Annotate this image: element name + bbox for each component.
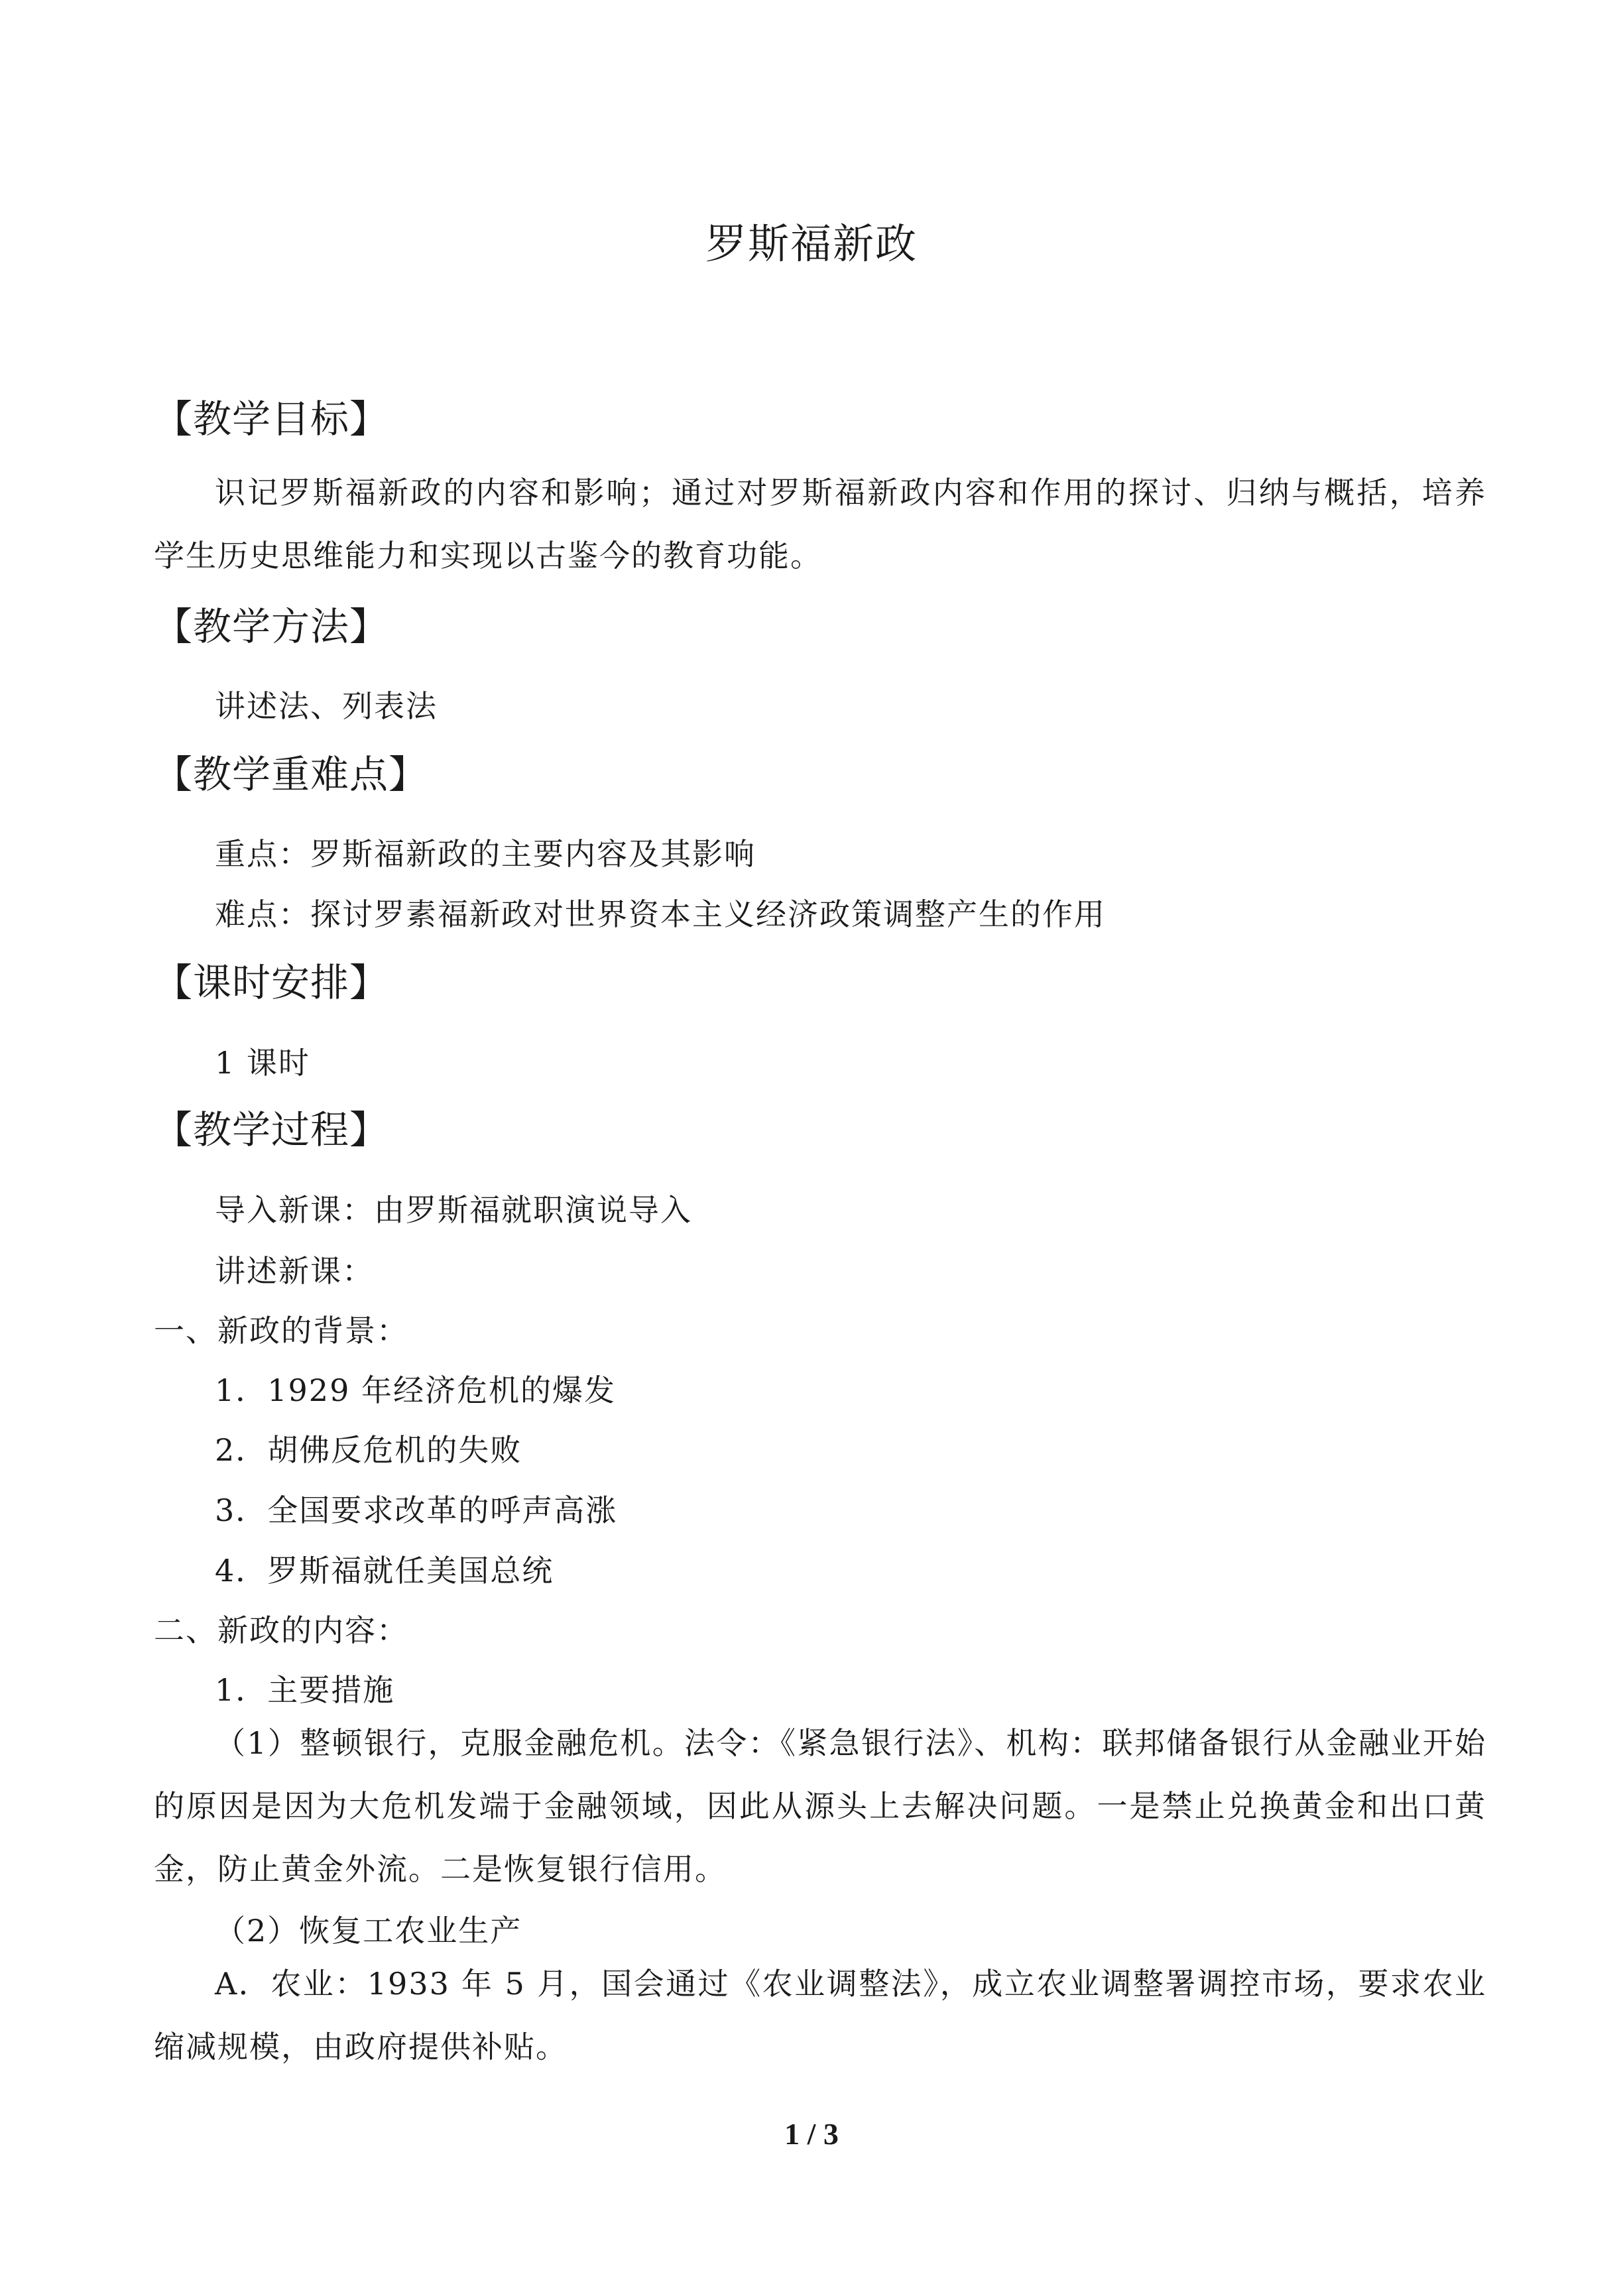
heading-teaching-process: 【教学过程】: [154, 1107, 389, 1152]
heading-teaching-method: 【教学方法】: [154, 604, 389, 649]
part1-heading: 一、新政的背景：: [154, 1313, 408, 1349]
part1-item: 3．全国要求改革的呼声高涨: [215, 1492, 618, 1528]
method-text: 讲述法、列表法: [215, 688, 438, 724]
intro-line: 导入新课：由罗斯福就职演说导入: [215, 1192, 692, 1228]
agriculture-paragraph: A．农业：1933 年 5 月，国会通过《农业调整法》，成立农业调整署调控市场，要求农业缩减规模，由政府提供补贴。: [154, 1966, 1486, 2065]
measure-production: （2）恢复工农业生产: [215, 1913, 522, 1949]
heading-key-points: 【教学重难点】: [154, 752, 428, 797]
part2-heading: 二、新政的内容：: [154, 1612, 408, 1648]
part1-item: 4．罗斯福就任美国总统: [215, 1553, 554, 1589]
part1-item: 1．1929 年经济危机的爆发: [215, 1372, 616, 1408]
goals-paragraph: 识记罗斯福新政的内容和影响；通过对罗斯福新政内容和作用的探讨、归纳与概括，培养学生历史思维能力和实现以古鉴今的教育功能。: [154, 475, 1486, 574]
schedule-text: 1 课时: [215, 1045, 310, 1081]
page-number: 1 / 3: [784, 2117, 839, 2151]
part1-item: 2．胡佛反危机的失败: [215, 1432, 522, 1468]
lecture-line: 讲述新课：: [215, 1253, 374, 1289]
heading-teaching-goals: 【教学目标】: [154, 396, 389, 442]
measure-banking-paragraph: （1）整顿银行，克服金融危机。法令：《紧急银行法》、机构：联邦储备银行从金融业开始的原因是因为大危机发端于金融领域，因此从源头上去解决问题。一是禁止兑换黄金和出口黄金，防止黄金外流。二是恢复银行信用。: [154, 1725, 1486, 1887]
part2-subheading: 1．主要措施: [215, 1672, 395, 1708]
document-title: 罗斯福新政: [705, 219, 918, 268]
key-point-focus: 重点：罗斯福新政的主要内容及其影响: [215, 836, 756, 872]
key-point-difficulty: 难点：探讨罗素福新政对世界资本主义经济政策调整产生的作用: [215, 896, 1106, 932]
heading-schedule: 【课时安排】: [154, 960, 389, 1005]
